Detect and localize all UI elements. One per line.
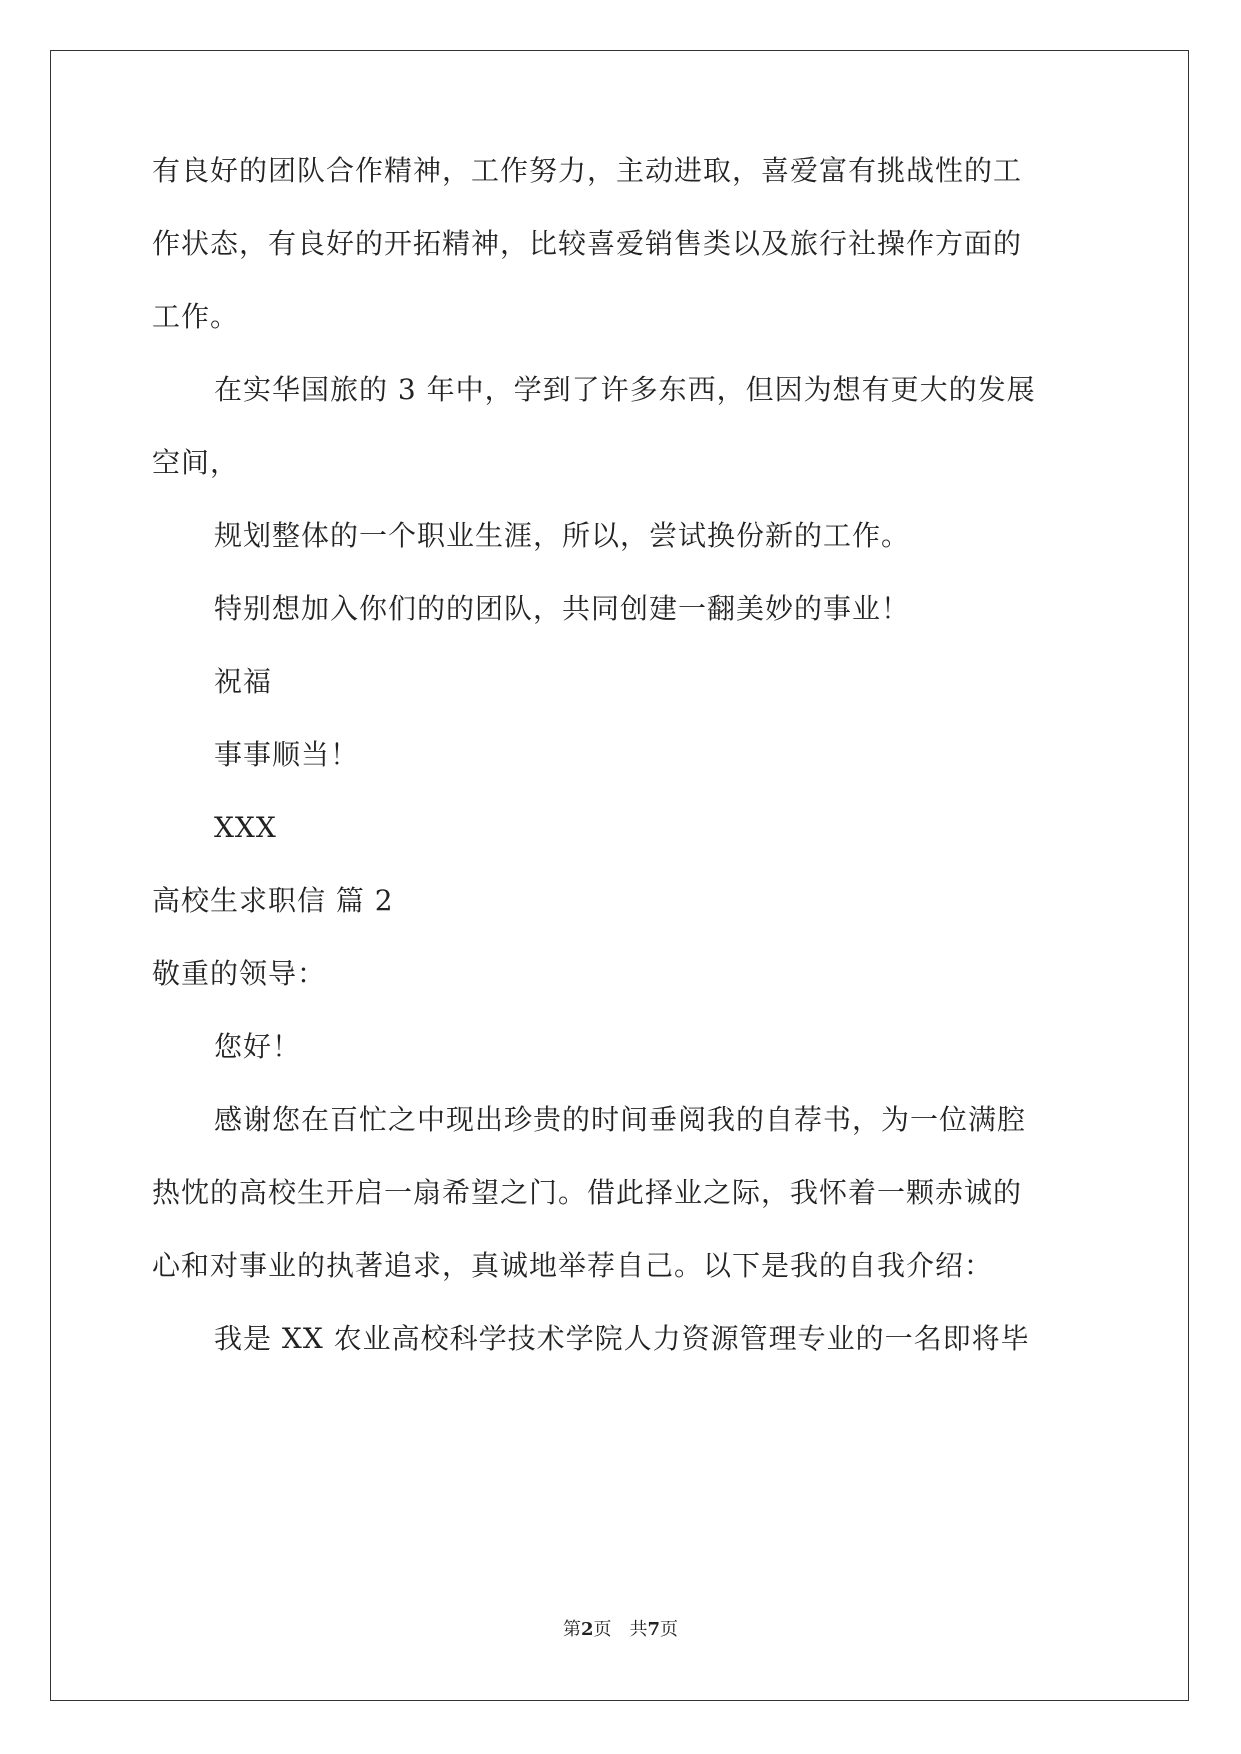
footer-page-number: 2 [580, 1619, 594, 1640]
footer-page-unit: 页 [593, 1619, 612, 1640]
signature: XXX [214, 811, 277, 844]
footer-total-pages: 7 [647, 1619, 661, 1640]
paragraph-line: 规划整体的一个职业生涯，所以，尝试换份新的工作。 [214, 519, 911, 552]
paragraph-line: 感谢您在百忙之中现出珍贵的时间垂阅我的自荐书，为一位满腔 [214, 1103, 1027, 1136]
paragraph-line: 空间， [152, 446, 240, 479]
closing-greeting: 祝福 [214, 665, 273, 698]
paragraph-line: 心和对事业的执著追求，真诚地举荐自己。以下是我的自我介绍： [152, 1249, 994, 1282]
closing-wish: 事事顺当！ [214, 738, 360, 771]
paragraph-line: 作状态，有良好的开拓精神，比较喜爱销售类以及旅行社操作方面的 [152, 227, 1023, 260]
section-title: 高校生求职信 篇 2 [152, 884, 394, 917]
greeting: 您好！ [214, 1030, 302, 1063]
paragraph-line: 工作。 [152, 300, 240, 333]
paragraph-line: 在实华国旅的 3 年中，学到了许多东西，但因为想有更大的发展 [214, 373, 1036, 406]
paragraph-line: 有良好的团队合作精神，工作努力，主动进取，喜爱富有挑战性的工 [152, 154, 1023, 187]
footer-suffix: 页 [660, 1619, 679, 1640]
page-footer [0, 1618, 1241, 1642]
footer-prefix: 第 [562, 1619, 581, 1640]
salutation: 敬重的领导： [152, 957, 327, 990]
footer-total-prefix: 共 [629, 1619, 648, 1640]
paragraph-line: 我是 XX 农业高校科学技术学院人力资源管理专业的一名即将毕 [214, 1322, 1030, 1355]
paragraph-line: 热忱的高校生开启一扇希望之门。借此择业之际，我怀着一颗赤诚的 [152, 1176, 1023, 1209]
paragraph-line: 特别想加入你们的的团队，共同创建一翻美妙的事业！ [214, 592, 911, 625]
